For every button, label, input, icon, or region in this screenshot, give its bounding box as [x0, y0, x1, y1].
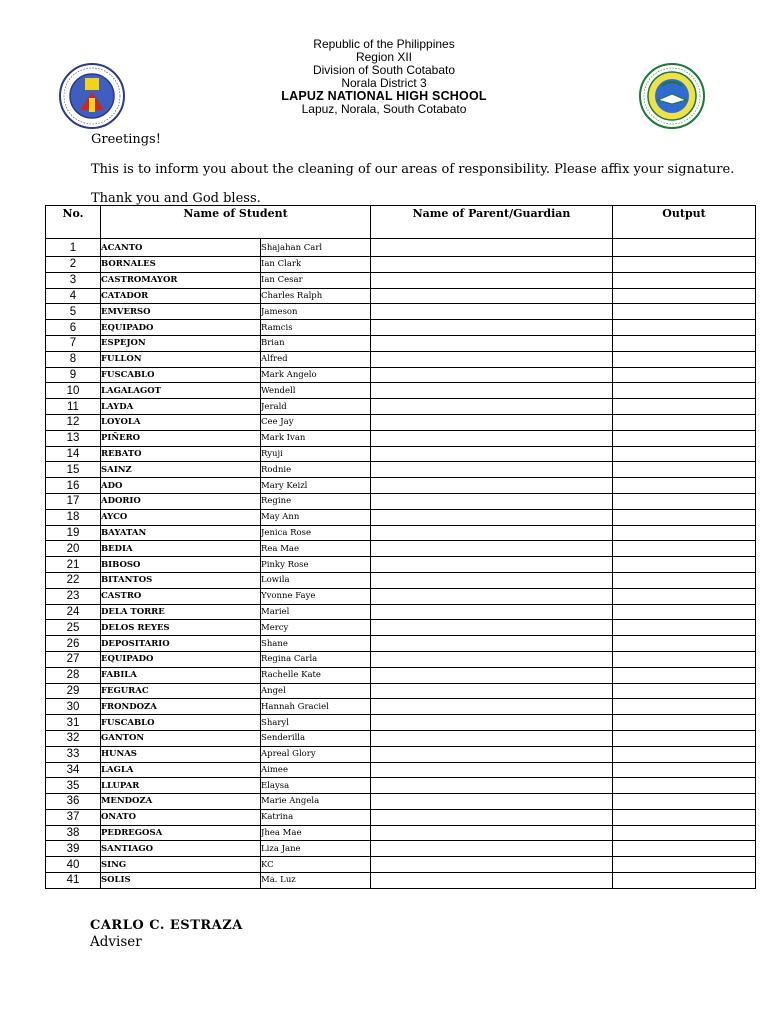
header-line-republic: Republic of the Philippines — [313, 37, 455, 51]
output-cell — [613, 541, 756, 557]
table-row — [46, 239, 756, 257]
output-cell — [613, 667, 756, 683]
table-row — [46, 509, 756, 525]
student-last-name: LOYOLA — [101, 414, 261, 430]
roster-body — [46, 239, 756, 889]
student-last-name: SING — [101, 857, 261, 873]
row-number: 8 — [46, 351, 101, 367]
parent-guardian-signature-cell — [371, 509, 613, 525]
table-row — [46, 667, 756, 683]
output-cell — [613, 304, 756, 320]
parent-guardian-signature-cell — [371, 335, 613, 351]
row-number: 6 — [46, 320, 101, 336]
student-last-name: PEDREGOSA — [101, 825, 261, 841]
row-number: 26 — [46, 636, 101, 652]
student-first-name: Rodnie — [261, 462, 371, 478]
table-row — [46, 825, 756, 841]
parent-guardian-signature-cell — [371, 541, 613, 557]
student-last-name: DELOS REYES — [101, 620, 261, 636]
table-row — [46, 541, 756, 557]
parent-guardian-signature-cell — [371, 809, 613, 825]
student-first-name: Mariel — [261, 604, 371, 620]
student-last-name: DELA TORRE — [101, 604, 261, 620]
school-name: LAPUZ NATIONAL HIGH SCHOOL — [281, 89, 487, 103]
parent-guardian-signature-cell — [371, 825, 613, 841]
table-row — [46, 620, 756, 636]
student-last-name: LAGALAGOT — [101, 383, 261, 399]
table-row — [46, 857, 756, 873]
parent-guardian-signature-cell — [371, 762, 613, 778]
student-first-name: Wendell — [261, 383, 371, 399]
table-row — [46, 683, 756, 699]
student-first-name: Ma. Luz — [261, 873, 371, 889]
table-row — [46, 873, 756, 889]
student-first-name: Charles Ralph — [261, 288, 371, 304]
row-number: 28 — [46, 667, 101, 683]
output-cell — [613, 825, 756, 841]
row-number: 10 — [46, 383, 101, 399]
student-first-name: Mark Angelo — [261, 367, 371, 383]
table-row — [46, 715, 756, 731]
row-number: 2 — [46, 257, 101, 273]
student-first-name: Lowila — [261, 572, 371, 588]
row-number: 27 — [46, 651, 101, 667]
table-row — [46, 288, 756, 304]
student-last-name: FRONDOZA — [101, 699, 261, 715]
output-cell — [613, 572, 756, 588]
student-roster-table — [45, 205, 756, 889]
parent-guardian-signature-cell — [371, 588, 613, 604]
student-last-name: BEDIA — [101, 541, 261, 557]
student-first-name: May Ann — [261, 509, 371, 525]
greeting-text: Greetings! — [91, 132, 161, 147]
output-cell — [613, 746, 756, 762]
parent-guardian-signature-cell — [371, 257, 613, 273]
output-cell — [613, 636, 756, 652]
adviser-role: Adviser — [90, 934, 142, 950]
parent-guardian-signature-cell — [371, 794, 613, 810]
table-row — [46, 272, 756, 288]
header-no: No. — [46, 206, 101, 239]
student-first-name: Shajahan Carl — [261, 239, 371, 257]
output-cell — [613, 414, 756, 430]
header-line-division: Division of South Cotabato — [312, 63, 456, 77]
parent-guardian-signature-cell — [371, 604, 613, 620]
row-number: 32 — [46, 730, 101, 746]
row-number: 37 — [46, 809, 101, 825]
table-row — [46, 557, 756, 573]
student-last-name: CASTRO — [101, 588, 261, 604]
student-last-name: GANTON — [101, 730, 261, 746]
output-cell — [613, 493, 756, 509]
parent-guardian-signature-cell — [371, 857, 613, 873]
row-number: 25 — [46, 620, 101, 636]
student-last-name: SAINZ — [101, 462, 261, 478]
student-first-name: Jerald — [261, 399, 371, 415]
student-first-name: Ryuji — [261, 446, 371, 462]
student-first-name: Ian Cesar — [261, 272, 371, 288]
student-last-name: SOLIS — [101, 873, 261, 889]
parent-guardian-signature-cell — [371, 525, 613, 541]
output-cell — [613, 320, 756, 336]
student-last-name: FABILA — [101, 667, 261, 683]
parent-guardian-signature-cell — [371, 430, 613, 446]
student-first-name: Mark Ivan — [261, 430, 371, 446]
row-number: 23 — [46, 588, 101, 604]
table-header-row — [46, 206, 756, 239]
student-first-name: Apreal Glory — [261, 746, 371, 762]
table-row — [46, 762, 756, 778]
student-last-name: FUSCABLO — [101, 715, 261, 731]
output-cell — [613, 367, 756, 383]
student-last-name: EQUIPADO — [101, 651, 261, 667]
parent-guardian-signature-cell — [371, 272, 613, 288]
student-first-name: Rachelle Kate — [261, 667, 371, 683]
output-cell — [613, 715, 756, 731]
student-first-name: Regina Carla — [261, 651, 371, 667]
student-last-name: LLUPAR — [101, 778, 261, 794]
student-last-name: FUSCABLO — [101, 367, 261, 383]
parent-guardian-signature-cell — [371, 462, 613, 478]
row-number: 34 — [46, 762, 101, 778]
student-last-name: FEGURAC — [101, 683, 261, 699]
row-number: 17 — [46, 493, 101, 509]
row-number: 14 — [46, 446, 101, 462]
parent-guardian-signature-cell — [371, 683, 613, 699]
table-row — [46, 493, 756, 509]
student-last-name: CATADOR — [101, 288, 261, 304]
table-row — [46, 414, 756, 430]
student-first-name: Ian Clark — [261, 257, 371, 273]
parent-guardian-signature-cell — [371, 288, 613, 304]
student-first-name: Liza Jane — [261, 841, 371, 857]
output-cell — [613, 239, 756, 257]
header-output: Output — [613, 206, 756, 239]
student-first-name: Mary Keizl — [261, 478, 371, 494]
parent-guardian-signature-cell — [371, 841, 613, 857]
parent-guardian-signature-cell — [371, 239, 613, 257]
output-cell — [613, 257, 756, 273]
header-student-name: Name of Student — [101, 206, 371, 239]
row-number: 35 — [46, 778, 101, 794]
student-last-name: LAGLA — [101, 762, 261, 778]
table-row — [46, 841, 756, 857]
row-number: 1 — [46, 239, 101, 257]
output-cell — [613, 651, 756, 667]
table-row — [46, 778, 756, 794]
parent-guardian-signature-cell — [371, 715, 613, 731]
output-cell — [613, 778, 756, 794]
closing-text: Thank you and God bless. — [91, 191, 261, 206]
output-cell — [613, 841, 756, 857]
student-last-name: DEPOSITARIO — [101, 636, 261, 652]
adviser-name: CARLO C. ESTRAZA — [90, 918, 243, 933]
row-number: 18 — [46, 509, 101, 525]
parent-guardian-signature-cell — [371, 478, 613, 494]
row-number: 9 — [46, 367, 101, 383]
table-row — [46, 746, 756, 762]
student-last-name: HUNAS — [101, 746, 261, 762]
output-cell — [613, 462, 756, 478]
row-number: 33 — [46, 746, 101, 762]
row-number: 16 — [46, 478, 101, 494]
parent-guardian-signature-cell — [371, 620, 613, 636]
table-row — [46, 351, 756, 367]
parent-guardian-signature-cell — [371, 399, 613, 415]
row-number: 7 — [46, 335, 101, 351]
table-row — [46, 794, 756, 810]
output-cell — [613, 620, 756, 636]
student-first-name: KC — [261, 857, 371, 873]
student-first-name: Jameson — [261, 304, 371, 320]
student-first-name: Mercy — [261, 620, 371, 636]
row-number: 22 — [46, 572, 101, 588]
row-number: 21 — [46, 557, 101, 573]
table-row — [46, 304, 756, 320]
student-first-name: Alfred — [261, 351, 371, 367]
output-cell — [613, 762, 756, 778]
student-last-name: BITANTOS — [101, 572, 261, 588]
table-row — [46, 430, 756, 446]
student-last-name: ESPEJON — [101, 335, 261, 351]
table-row — [46, 335, 756, 351]
table-row — [46, 525, 756, 541]
parent-guardian-signature-cell — [371, 320, 613, 336]
row-number: 39 — [46, 841, 101, 857]
row-number: 40 — [46, 857, 101, 873]
output-cell — [613, 873, 756, 889]
row-number: 31 — [46, 715, 101, 731]
parent-guardian-signature-cell — [371, 351, 613, 367]
row-number: 19 — [46, 525, 101, 541]
student-first-name: Rea Mae — [261, 541, 371, 557]
table-row — [46, 809, 756, 825]
row-number: 15 — [46, 462, 101, 478]
parent-guardian-signature-cell — [371, 557, 613, 573]
student-first-name: Elaysa — [261, 778, 371, 794]
student-first-name: Sharyl — [261, 715, 371, 731]
table-row — [46, 367, 756, 383]
student-first-name: Yvonne Faye — [261, 588, 371, 604]
student-last-name: EMVERSO — [101, 304, 261, 320]
student-first-name: Marie Angela — [261, 794, 371, 810]
student-first-name: Pinky Rose — [261, 557, 371, 573]
table-row — [46, 651, 756, 667]
output-cell — [613, 335, 756, 351]
student-last-name: EQUIPADO — [101, 320, 261, 336]
parent-guardian-signature-cell — [371, 493, 613, 509]
student-last-name: ACANTO — [101, 239, 261, 257]
student-first-name: Ramcis — [261, 320, 371, 336]
output-cell — [613, 809, 756, 825]
output-cell — [613, 794, 756, 810]
parent-guardian-signature-cell — [371, 367, 613, 383]
deped-seal-logo — [58, 62, 126, 130]
student-first-name: Hannah Graciel — [261, 699, 371, 715]
letter-body-text: This is to inform you about the cleaning of our areas of responsibility. Please affix your signature. — [91, 162, 735, 177]
student-last-name: FULLON — [101, 351, 261, 367]
output-cell — [613, 525, 756, 541]
parent-guardian-signature-cell — [371, 651, 613, 667]
output-cell — [613, 430, 756, 446]
table-row — [46, 383, 756, 399]
student-first-name: Shane — [261, 636, 371, 652]
student-last-name: BIBOSO — [101, 557, 261, 573]
parent-guardian-signature-cell — [371, 730, 613, 746]
output-cell — [613, 730, 756, 746]
output-cell — [613, 699, 756, 715]
table-row — [46, 320, 756, 336]
output-cell — [613, 557, 756, 573]
output-cell — [613, 857, 756, 873]
student-last-name: MENDOZA — [101, 794, 261, 810]
header-parent-guardian: Name of Parent/Guardian — [371, 206, 613, 239]
output-cell — [613, 399, 756, 415]
student-first-name: Aimee — [261, 762, 371, 778]
student-first-name: Regine — [261, 493, 371, 509]
student-last-name: BAYATAN — [101, 525, 261, 541]
row-number: 29 — [46, 683, 101, 699]
row-number: 12 — [46, 414, 101, 430]
output-cell — [613, 272, 756, 288]
student-last-name: LAYDA — [101, 399, 261, 415]
row-number: 41 — [46, 873, 101, 889]
student-last-name: SANTIAGO — [101, 841, 261, 857]
table-row — [46, 478, 756, 494]
student-last-name: ADORIO — [101, 493, 261, 509]
student-last-name: CASTROMAYOR — [101, 272, 261, 288]
row-number: 4 — [46, 288, 101, 304]
output-cell — [613, 509, 756, 525]
parent-guardian-signature-cell — [371, 636, 613, 652]
table-row — [46, 462, 756, 478]
student-first-name: Cee Jay — [261, 414, 371, 430]
student-first-name: Brian — [261, 335, 371, 351]
table-row — [46, 636, 756, 652]
parent-guardian-signature-cell — [371, 873, 613, 889]
student-last-name: AYCO — [101, 509, 261, 525]
table-row — [46, 572, 756, 588]
table-row — [46, 446, 756, 462]
output-cell — [613, 288, 756, 304]
output-cell — [613, 683, 756, 699]
row-number: 30 — [46, 699, 101, 715]
parent-guardian-signature-cell — [371, 383, 613, 399]
parent-guardian-signature-cell — [371, 304, 613, 320]
row-number: 11 — [46, 399, 101, 415]
table-row — [46, 699, 756, 715]
student-first-name: Jenica Rose — [261, 525, 371, 541]
student-last-name: ONATO — [101, 809, 261, 825]
table-row — [46, 399, 756, 415]
row-number: 3 — [46, 272, 101, 288]
table-row — [46, 588, 756, 604]
table-row — [46, 730, 756, 746]
output-cell — [613, 446, 756, 462]
header-line-district: Norala District 3 — [341, 76, 427, 90]
school-seal-logo — [638, 62, 706, 130]
parent-guardian-signature-cell — [371, 778, 613, 794]
student-first-name: Senderilla — [261, 730, 371, 746]
output-cell — [613, 478, 756, 494]
table-row — [46, 604, 756, 620]
student-last-name: REBATO — [101, 446, 261, 462]
student-first-name: Jhea Mae — [261, 825, 371, 841]
output-cell — [613, 588, 756, 604]
row-number: 36 — [46, 794, 101, 810]
table-row — [46, 257, 756, 273]
output-cell — [613, 383, 756, 399]
output-cell — [613, 604, 756, 620]
school-address: Lapuz, Norala, South Cotabato — [301, 102, 467, 116]
student-last-name: ADO — [101, 478, 261, 494]
row-number: 38 — [46, 825, 101, 841]
parent-guardian-signature-cell — [371, 746, 613, 762]
row-number: 5 — [46, 304, 101, 320]
student-first-name: Angel — [261, 683, 371, 699]
header-line-region: Region XII — [355, 50, 413, 64]
row-number: 20 — [46, 541, 101, 557]
row-number: 13 — [46, 430, 101, 446]
parent-guardian-signature-cell — [371, 667, 613, 683]
student-last-name: PIÑERO — [101, 430, 261, 446]
output-cell — [613, 351, 756, 367]
student-first-name: Katrina — [261, 809, 371, 825]
student-last-name: BORNALES — [101, 257, 261, 273]
parent-guardian-signature-cell — [371, 414, 613, 430]
row-number: 24 — [46, 604, 101, 620]
parent-guardian-signature-cell — [371, 446, 613, 462]
parent-guardian-signature-cell — [371, 572, 613, 588]
parent-guardian-signature-cell — [371, 699, 613, 715]
